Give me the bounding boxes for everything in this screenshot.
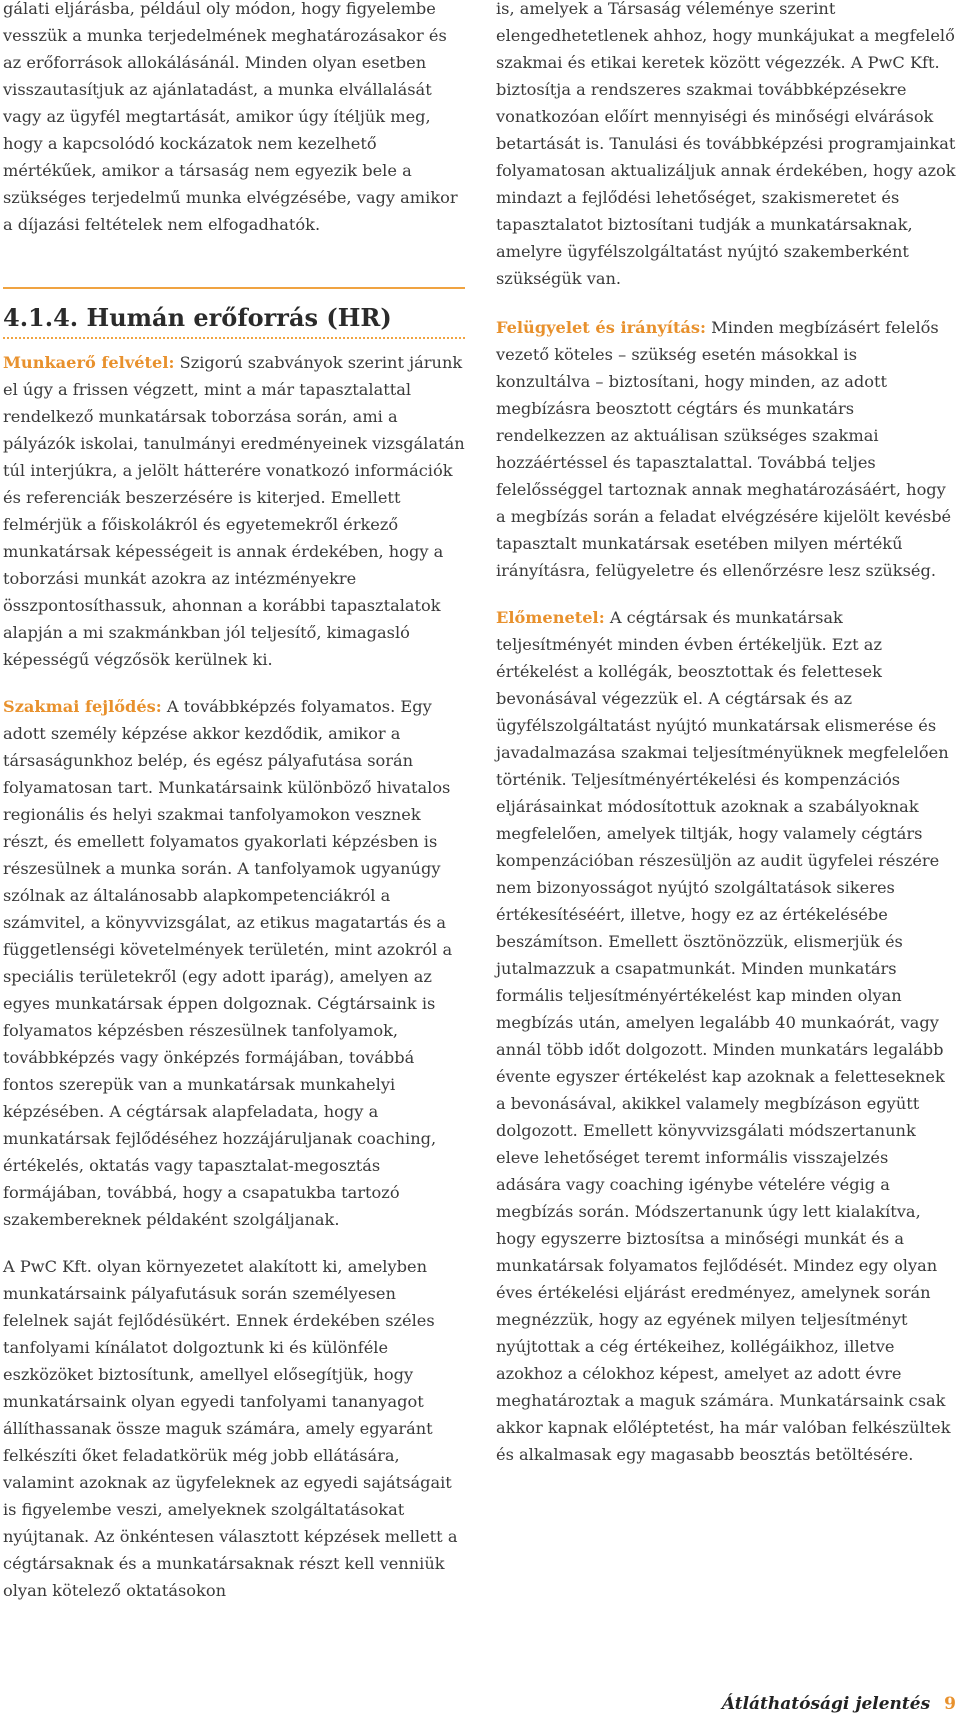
environment-paragraph: A PwC Kft. olyan környezetet alakított ki, amelyben munkatársaink pályafutásuk során személyesen felelnek saját fejlődésükért. Ennek érdekében széles tanfolyami kínálatot dolgoztunk ki és különféle eszközöket biztosítunk, amellyel elősegítjük, hogy munkatársaink olyan egyedi tanfolyami tananyagot állíthassanak össze maguk számára, amely egyaránt felkészíti őket feladatkörük még jobb ellátására, valamint azoknak az ügyfeleknek az egyedi sajátságait is figyelembe veszi, amelyeknek szolgáltatásokat nyújtanak. Az önkéntesen választott képzések mellett a cégtársaknak és a munkatársaknak részt kell venniük olyan kötelező oktatásokon (3, 1257, 458, 1600)
supervision-paragraph (496, 314, 956, 584)
left-column (3, 0, 465, 1604)
section-divider (3, 287, 465, 289)
recruitment-paragraph (3, 349, 465, 673)
development-paragraph (3, 693, 465, 1233)
advancement-keyword: Előmenetel: (496, 608, 605, 627)
development-text: A továbbképzés folyamatos. Egy adott személy képzése akkor kezdődik, amikor a társaságunkhoz belép, és egész pályafutása során folyamatosan tart. Munkatársaink különböző hivatalos regionális és helyi szakmai tanfolyamokon vesznek részt, és emellett folyamatos gyakorlati képzésben is részesülnek a munka során. A tanfolyamok ugyanúgy szólnak az általánosabb alapkompetenciákról a számvitel, a könyvvizsgálat, az etikus magatartás és a függetlenségi követelmények területén, mint azokról a speciális területekről (egy adott iparág), amelyen az egyes munkatársak éppen dolgoznak. Cégtársaink is folyamatos képzésben részesülnek tanfolyamok, továbbképzés vagy önképzés formájában, továbbá fontos szerepük van a munkatársak munkahelyi képzésében. A cégtársak alapfeladata, hogy a munkatársak fejlődéséhez hozzájáruljanak coaching, értékelés, oktatás vagy tapasztalat-megosztás formájában, továbbá, hogy a csapatukba tartozó szakembereknek példaként szolgáljanak. (3, 697, 453, 1229)
recruitment-text: Szigorú szabványok szerint járunk el úgy a frissen végzett, mint a már tapasztalattal rendelkező munkatársak toborzása során, ami a pályázók iskolai, tanulmányi eredményeinek vizsgálatán túl interjúkra, a jelölt hátterére vonatkozó információk és referenciák beszerzésére is kiterjed. Emellett felmérjük a főiskolákról és egyetemekről érkező munkatársak képességeit is annak érdekében, hogy a toborzási munkát azokra az intézményekre összpontosíthassuk, ahonnan a korábbi tapasztalatok alapján a mi szakmánkban jól teljesítő, kimagasló képességű végzősök kerülnek ki. (3, 353, 465, 669)
supervision-text: Minden megbízásért felelős vezető köteles – szükség esetén másokkal is konzultálva – biztosítani, hogy minden, az adott megbízásra beosztott cégtárs és munkatárs rendelkezzen az aktuálisan szükséges szakmai hozzáértéssel és tapasztalattal. Továbbá teljes felelősséggel tartoznak annak meghatározásáért, hogy a megbízás során a feladat elvégzésére kijelölt kevésbé tapasztalt munkatársak esetében milyen mértékű irányításra, felügyeletre és ellenőrzésre lesz szükség. (496, 318, 952, 580)
development-keyword: Szakmai fejlődés: (3, 697, 162, 716)
footer-title: Átláthatósági jelentés (721, 1694, 931, 1714)
right-column (496, 0, 956, 1468)
page-number: 9 (944, 1694, 956, 1714)
right-intro-paragraph: is, amelyek a Társaság véleménye szerint elengedhetetlenek ahhoz, hogy munkájukat a megfelelő szakmai és etikai keretek között végezzék. A PwC Kft. biztosítja a rendszeres szakmai továbbképzésekre vonatkozóan előírt mennyiségi és minőségi elvárások betartását is. Tanulási és továbbképzési programjainkat folyamatosan aktualizáljuk annak érdekében, hogy azok mindazt a fejlődési lehetőséget, szakismeretet és tapasztalatot biztosítani tudják a munkatársaknak, amelyre ügyfélszolgáltatást nyújtó szakemberként szükségük van. (496, 0, 956, 288)
advancement-paragraph (496, 604, 956, 1468)
left-intro-paragraph: gálati eljárásba, például oly módon, hogy figyelembe vesszük a munka terjedelmének meghatározásakor és az erőforrások allokálásánál. Minden olyan esetben visszautasítjuk az ajánlatadást, a munka elvállalását vagy az ügyfél megtartását, amikor úgy ítéljük meg, hogy a kapcsolódó kockázatok nem kezelhető mértékűek, amikor a társaság nem egyezik bele a szükséges terjedelmű munka elvégzésébe, vagy amikor a díjazási feltételek nem elfogadhatók. (3, 0, 458, 234)
section-heading: 4.1.4. Humán erőforrás (HR) (3, 303, 392, 332)
recruitment-keyword: Munkaerő felvétel: (3, 353, 175, 372)
advancement-text: A cégtársak és munkatársak teljesítményét minden évben értékeljük. Ezt az értékelést a kollégák, beosztottak és felettesek bevonásával végezzük el. A cégtársak és az ügyfélszolgáltatást nyújtó munkatársak elismerése és javadalmazása szakmai teljesítményüknek megfelelően történik. Teljesítményértékelési és kompenzációs eljárásainkat módosítottuk azoknak a szabályoknak megfelelően, amelyek tiltják, hogy valamely cégtárs kompenzációban részesüljön az audit ügyfelei részére nem bizonyosságot nyújtó szolgáltatások sikeres értékesítéséért, illetve, hogy ez az értékelésébe beszámítson. Emellett ösztönözzük, elismerjük és jutalmazzuk a csapatmunkát. Minden munkatárs formális teljesítményértékelést kap minden olyan megbízás után, amelyen legalább 40 munkaórát, vagy annál több időt dolgozott. Minden munkatárs legalább évente egyszer értékelést kap azoknak a feletteseknek a bevonásával, akikkel valamely megbízáson együtt dolgozott. Emellett könyvvizsgálati módszertanunk eleve lehetőséget teremt informális visszajelzés adására vagy coaching igénybe vételére végig a megbízás során. Módszertanunk úgy lett kialakítva, hogy egyszerre biztosítsa a minőségi munkát és a munkatársak folyamatos fejlődését. Mindez egy olyan éves értékelési eljárást eredményez, amelynek során megnézzük, hogy az egyének milyen teljesítményt nyújtottak a cég értékeihez, kollégáikhoz, illetve azokhoz a célokhoz képest, amelyet az adott évre meghatároztak a maguk számára. Munkatársaink csak akkor kapnak előléptetést, ha már valóban felkészültek és alkalmasak egy magasabb beosztás betöltésére. (496, 608, 951, 1464)
supervision-keyword: Felügyelet és irányítás: (496, 318, 707, 337)
page-footer (700, 1692, 956, 1716)
heading-dotted-rule (3, 337, 465, 339)
